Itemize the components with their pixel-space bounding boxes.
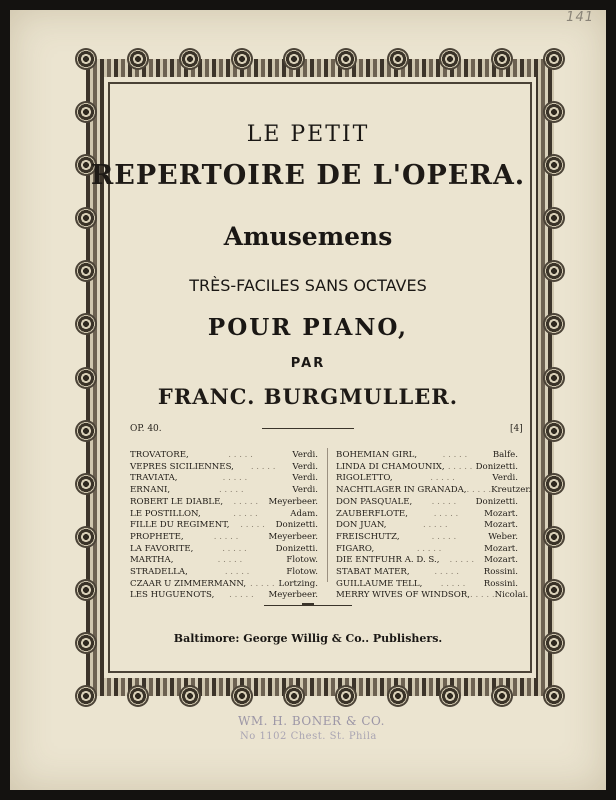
piece-row (130, 497, 318, 509)
leader-dots: . . . . . (233, 508, 258, 519)
piece-row (336, 590, 529, 602)
rosette-ornament (543, 473, 565, 495)
divider-rule (262, 428, 354, 429)
rosette-ornament (335, 48, 357, 70)
piece-composer: Meyerbeer. (268, 531, 318, 542)
piece-row (336, 579, 518, 591)
piece-row (336, 555, 518, 567)
rosette-ornament (543, 48, 565, 70)
leader-dots: . . . . . (431, 531, 457, 542)
rosette-ornament (543, 420, 565, 442)
piece-row (336, 450, 518, 462)
leader-dots: . . . . . (228, 450, 253, 460)
rosette-ornament (543, 101, 565, 123)
piece-title: MARTHA, (130, 555, 174, 566)
rosette-ornament (491, 685, 513, 707)
leader-dots: . . . . . (240, 520, 265, 531)
piece-composer: Weber. (488, 531, 518, 542)
piece-title: TRAVIATA, (130, 473, 178, 484)
par-label: PAR (290, 356, 326, 371)
piece-row (336, 497, 518, 509)
piece-row (336, 485, 532, 497)
piece-composer: Rossini. (483, 567, 518, 578)
rosette-ornament (75, 48, 97, 70)
leader-dots: . . . . . (218, 485, 244, 496)
piece-row (336, 544, 518, 556)
piece-composer: Verdi. (292, 461, 318, 472)
piece-title: DIE ENTFUHR A. D. S., (336, 555, 440, 566)
leader-dots: . . . . . (423, 520, 448, 531)
rosette-ornament (75, 473, 97, 495)
piece-composer: Mozart. (484, 508, 518, 519)
piece-title: MERRY WIVES OF WINDSOR, (336, 590, 470, 601)
piece-title: CZAAR U ZIMMERMANN, (130, 578, 247, 589)
rosette-ornament (75, 579, 97, 601)
leader-dots: . . . . . (229, 590, 254, 601)
rosette-ornament (179, 48, 201, 70)
rosette-ornament (75, 526, 97, 548)
leader-dots: . . . . . (213, 531, 239, 542)
rosette-ornament (543, 685, 565, 707)
piece-composer: Balfe. (492, 450, 518, 460)
rosette-ornament (75, 101, 97, 123)
rosette-ornament (231, 48, 253, 70)
piece-row (130, 544, 318, 556)
leader-dots: . . . . . (447, 461, 473, 472)
leader-dots: . . . . . (449, 555, 475, 566)
piece-title: RIGOLETTO, (336, 473, 393, 484)
piece-title: ROBERT LE DIABLE, (130, 496, 224, 507)
rosette-ornament (75, 420, 97, 442)
leader-dots: . . . . . (224, 567, 250, 578)
piece-row (336, 473, 518, 485)
instrument-line: POUR PIANO, (207, 314, 409, 341)
piece-row (336, 567, 518, 579)
piece-composer: Verdi. (492, 473, 518, 484)
piece-row (130, 555, 318, 567)
piece-composer: Donizetti. (275, 543, 318, 554)
piece-title: GUILLAUME TELL, (336, 578, 423, 589)
piece-composer: Mozart. (484, 543, 518, 554)
piece-row (130, 590, 318, 602)
piece-row (130, 450, 318, 462)
rosette-ornament (335, 685, 357, 707)
price-number: [4] (510, 424, 523, 434)
piece-title: ERNANI, (130, 485, 171, 496)
rosette-ornament (283, 48, 305, 70)
piece-title: BOHEMIAN GIRL, (336, 450, 418, 460)
piece-composer: Flotow. (286, 567, 318, 578)
publisher-line: Baltimore: George Willig & Co.. Publishers. (173, 632, 443, 645)
piece-row (130, 567, 318, 579)
piece-composer: Rossini. (483, 578, 518, 589)
piece-row (130, 462, 318, 474)
title-repertoire: REPERTOIRE DE L'OPERA. (90, 160, 526, 191)
pieces-list-right (336, 450, 532, 602)
piece-composer: Nicolai. (494, 590, 529, 601)
rosette-ornament (543, 579, 565, 601)
piece-title: ZAUBERFLOTE, (336, 508, 408, 519)
piece-composer: Mozart. (484, 520, 518, 531)
leader-dots: . . . . . (222, 473, 248, 484)
piece-row (336, 509, 518, 521)
rosette-ornament (491, 48, 513, 70)
leader-dots: . . . . . (430, 473, 455, 484)
title-le-petit: LE PETIT (246, 122, 370, 147)
leader-dots: . . . . . (416, 543, 442, 554)
piece-row (130, 509, 318, 521)
leader-dots: . . . . . (249, 578, 275, 589)
leader-dots: . . . . . (233, 496, 259, 507)
subtitle: TRÈS-FACILES SANS OCTAVES (189, 276, 427, 295)
piece-row (130, 473, 318, 485)
piece-composer: Kreutzer. (491, 485, 532, 496)
rosette-ornament (387, 48, 409, 70)
piece-composer: Donizetti. (475, 496, 518, 507)
piece-composer: Flotow. (286, 555, 318, 566)
leader-dots: . . . . . (217, 555, 243, 566)
rosette-ornament (439, 48, 461, 70)
pieces-list-left (130, 450, 318, 602)
piece-title: STRADELLA, (130, 567, 188, 578)
piece-composer: Verdi. (292, 485, 318, 496)
dealer-stamp-line2: No 1102 Chest. St. Phila (240, 731, 377, 742)
piece-row (336, 532, 518, 544)
piece-title: DON JUAN, (336, 520, 387, 531)
piece-title: DON PASQUALE, (336, 496, 413, 507)
piece-title: FILLE DU REGIMENT, (130, 520, 230, 531)
rosette-ornament (127, 48, 149, 70)
rosette-ornament (439, 685, 461, 707)
leader-dots: . . . . . (222, 543, 247, 554)
divider-rule-center-mark (302, 603, 314, 606)
piece-title: FREISCHUTZ, (336, 531, 400, 542)
leader-dots: . . . . . (431, 496, 457, 507)
leader-dots: . . . . . (466, 485, 492, 496)
title-amusemens: Amusemens (223, 222, 393, 251)
piece-composer: Mozart. (484, 555, 518, 566)
leader-dots: . . . . . (442, 450, 468, 460)
piece-title: VEPRES SICILIENNES, (130, 461, 234, 472)
piece-title: LA FAVORITE, (130, 543, 194, 554)
piece-row (336, 462, 518, 474)
leader-dots: . . . . . (470, 590, 495, 601)
column-divider (327, 448, 328, 582)
piece-row (130, 520, 318, 532)
piece-composer: Donizetti. (475, 461, 518, 472)
rosette-ornament (543, 526, 565, 548)
piece-composer: Meyerbeer. (268, 496, 318, 507)
piece-composer: Lortzing. (278, 578, 318, 589)
rosette-ornament (283, 685, 305, 707)
piece-title: LINDA DI CHAMOUNIX, (336, 461, 445, 472)
piece-title: TROVATORE, (130, 450, 189, 460)
piece-composer: Donizetti. (275, 520, 318, 531)
piece-title: LE POSTILLON, (130, 508, 201, 519)
piece-title: LES HUGUENOTS, (130, 590, 215, 601)
rosette-ornament (127, 685, 149, 707)
opus-number: OP. 40. (130, 424, 162, 434)
piece-composer: Meyerbeer. (268, 590, 318, 601)
leader-dots: . . . . . (440, 578, 466, 589)
rosette-ornament (387, 685, 409, 707)
rosette-ornament (231, 685, 253, 707)
rosette-ornament (75, 685, 97, 707)
rosette-ornament (179, 685, 201, 707)
piece-title: NACHTLAGER IN GRANADA, (336, 485, 467, 496)
piece-composer: Adam. (290, 508, 318, 519)
piece-row (130, 579, 318, 591)
composer-name: FRANC. BURGMULLER. (157, 384, 459, 409)
piece-row (130, 485, 318, 497)
leader-dots: . . . . . (250, 461, 276, 472)
piece-composer: Verdi. (292, 450, 318, 460)
dealer-stamp-line1: WM. H. BONER & CO. (238, 714, 385, 728)
leader-dots: . . . . . (433, 508, 459, 519)
leader-dots: . . . . . (434, 567, 459, 578)
piece-title: PROPHETE, (130, 531, 184, 542)
piece-title: FIGARO, (336, 543, 375, 554)
piece-row (336, 520, 518, 532)
piece-composer: Verdi. (292, 473, 318, 484)
pencil-annotation: 141 (566, 10, 594, 25)
piece-title: STABAT MATER, (336, 567, 410, 578)
piece-row (130, 532, 318, 544)
